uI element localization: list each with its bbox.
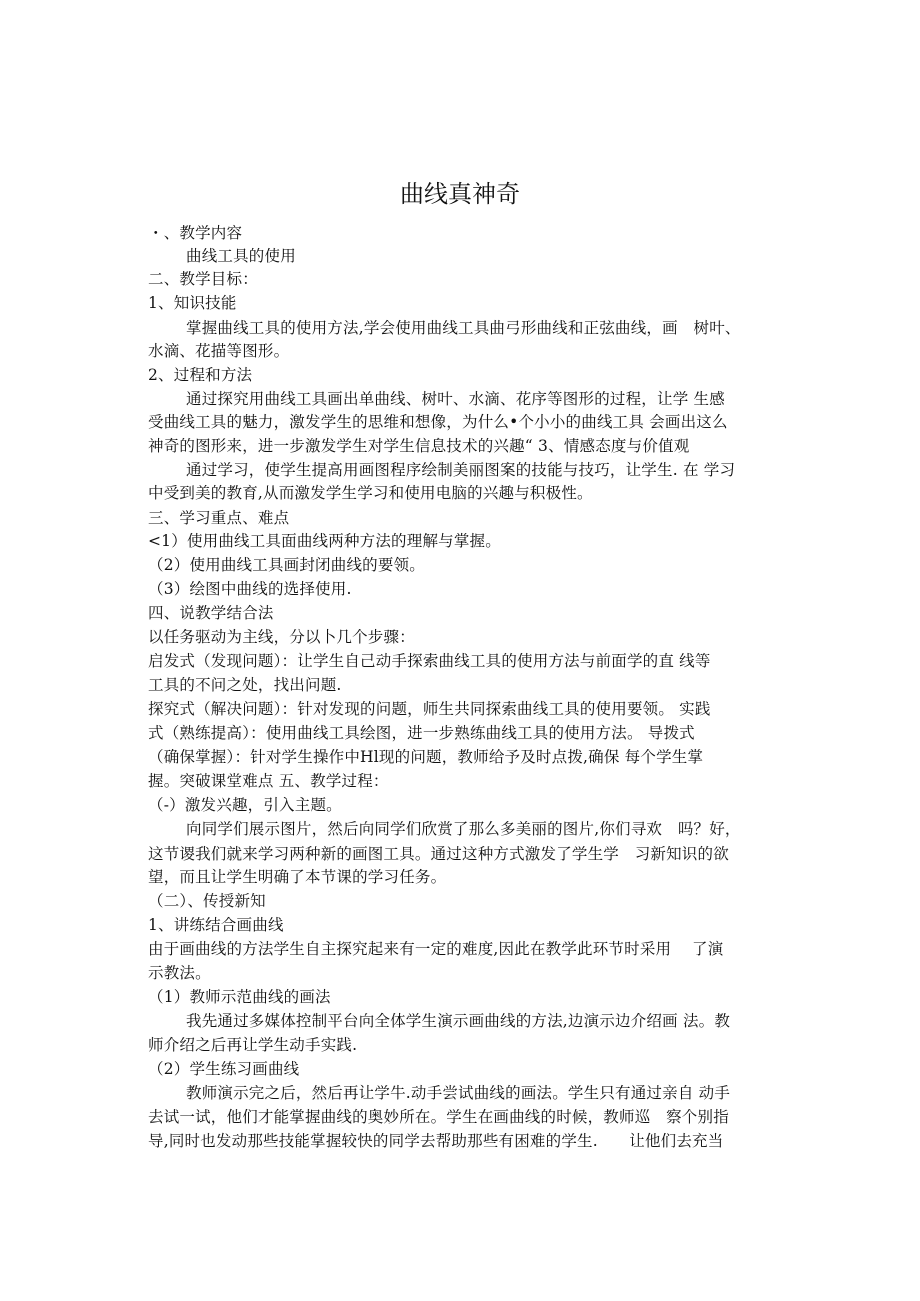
subheading-practice: 1、讲练结合画曲线 xyxy=(148,916,284,934)
text-line: （2）使用曲线工具画封闭曲线的要领。 xyxy=(148,556,425,574)
subheading-knowledge: 1、知识技能 xyxy=(148,294,237,312)
text-line: 导,同时也发动那些技能掌握较快的同学去帮助那些有困难的学生. 让他们去充当 xyxy=(148,1132,724,1150)
text-line: 握。突破课堂难点 五、教学过程： xyxy=(148,772,389,790)
text-line: （3）绘图中曲线的选择使用. xyxy=(148,580,352,598)
text-line: 曲线工具的使用 xyxy=(186,247,296,265)
text-line: 教师演示完之后，然后再让学牛.动手尝试曲线的画法。学生只有通过亲自 动手 xyxy=(186,1084,731,1102)
text-line: 示教法。 xyxy=(148,964,211,982)
text-line: 通过学习，使学生提高用画图程序绘制美丽图案的技能与技巧，让学生. 在 学习 xyxy=(186,461,736,479)
text-line: 我先通过多媒体控制平台向全体学生演示画曲线的方法,边演示边介绍画 法。教 xyxy=(186,1012,731,1030)
text-line: 中受到美的教育,从而激发学生学习和使用电脑的兴趣与积极性。 xyxy=(148,484,593,502)
text-line: （确保掌握）：针对学生操作中Hl现的问题，教师给予及时点拨,确保 每个学生掌 xyxy=(148,748,704,766)
text-line: 由于画曲线的方法学生自主探究起来有一定的难度,因此在教学此环节时采用 了演 xyxy=(148,940,724,958)
text-line: 工具的不问之处，找出问题. xyxy=(148,676,342,694)
heading-method: 四、说教学结合法 xyxy=(148,604,274,622)
text-line: 这节谡我们就来学习两种新的画图工具。通过这种方式激发了学生学 习新知识的欲 xyxy=(148,845,729,863)
subheading-new-knowledge: （二）、传授新知 xyxy=(148,892,266,910)
text-line: 望，而且让学生明确了本节课的学习任务。 xyxy=(148,868,447,886)
subheading-demo: （1）教师示范曲线的画法 xyxy=(148,988,331,1006)
text-line: 师介绍之后再让学生动手实践. xyxy=(148,1036,358,1054)
text-line: 式（熟练提高）：使用曲线工具绘图，进一步熟练曲线工具的使用方法。 导拨式 xyxy=(148,724,695,742)
text-line: 去试一试，他们才能掌握曲线的奥妙所在。学生在画曲线的时候，教师巡 察个别指 xyxy=(148,1108,729,1126)
text-line: 受曲线工具的魅力，激发学生的思维和想像，为什么•个小小的曲线工具 会画出这么 xyxy=(148,413,728,431)
text-line: 启发式（发现问题）：让学生自己动手探索曲线工具的使用方法与前面学的直 线等 xyxy=(148,652,711,670)
subheading-student-practice: （2）学生练习画曲线 xyxy=(148,1060,300,1078)
subheading-process: 2、过程和方法 xyxy=(148,366,253,384)
document-title: 曲线真神奇 xyxy=(400,180,520,208)
text-line: 通过探究用曲线工具画出单曲线、树叶、水滴、花序等图形的过程，让学 生感 xyxy=(186,390,725,408)
text-line: 向同学们展示图片，然后向同学们欣赏了那么多美丽的图片,你们寻欢 吗？好， xyxy=(186,820,741,838)
heading-teaching-goals: 二、教学目标： xyxy=(148,270,258,288)
text-line: 神奇的图形来，进一步激发学生对学生信息技术的兴趣“ 3、情感态度与价值观 xyxy=(148,437,690,455)
text-line: 水滴、花描等图形。 xyxy=(148,342,290,360)
text-line: <1）使用曲线工具面曲线两种方法的理解与掌握。 xyxy=(148,532,501,550)
text-line: 探究式（解决问题）：针对发现的问题，师生共同探索曲线工具的使用要领。 实践 xyxy=(148,700,711,718)
heading-teaching-content: ・、教学内容 xyxy=(148,224,243,242)
text-line: 以任务驱动为主线，分以卜几个步骤： xyxy=(148,628,415,646)
heading-key-points: 三、学习重点、难点 xyxy=(148,509,290,527)
text-line: 掌握曲线工具的使用方法,学会使用曲线工具曲弓形曲线和正弦曲线，画 树叶、 xyxy=(186,319,741,337)
subheading-motivation: （-）激发兴趣，引入主题。 xyxy=(148,796,342,814)
